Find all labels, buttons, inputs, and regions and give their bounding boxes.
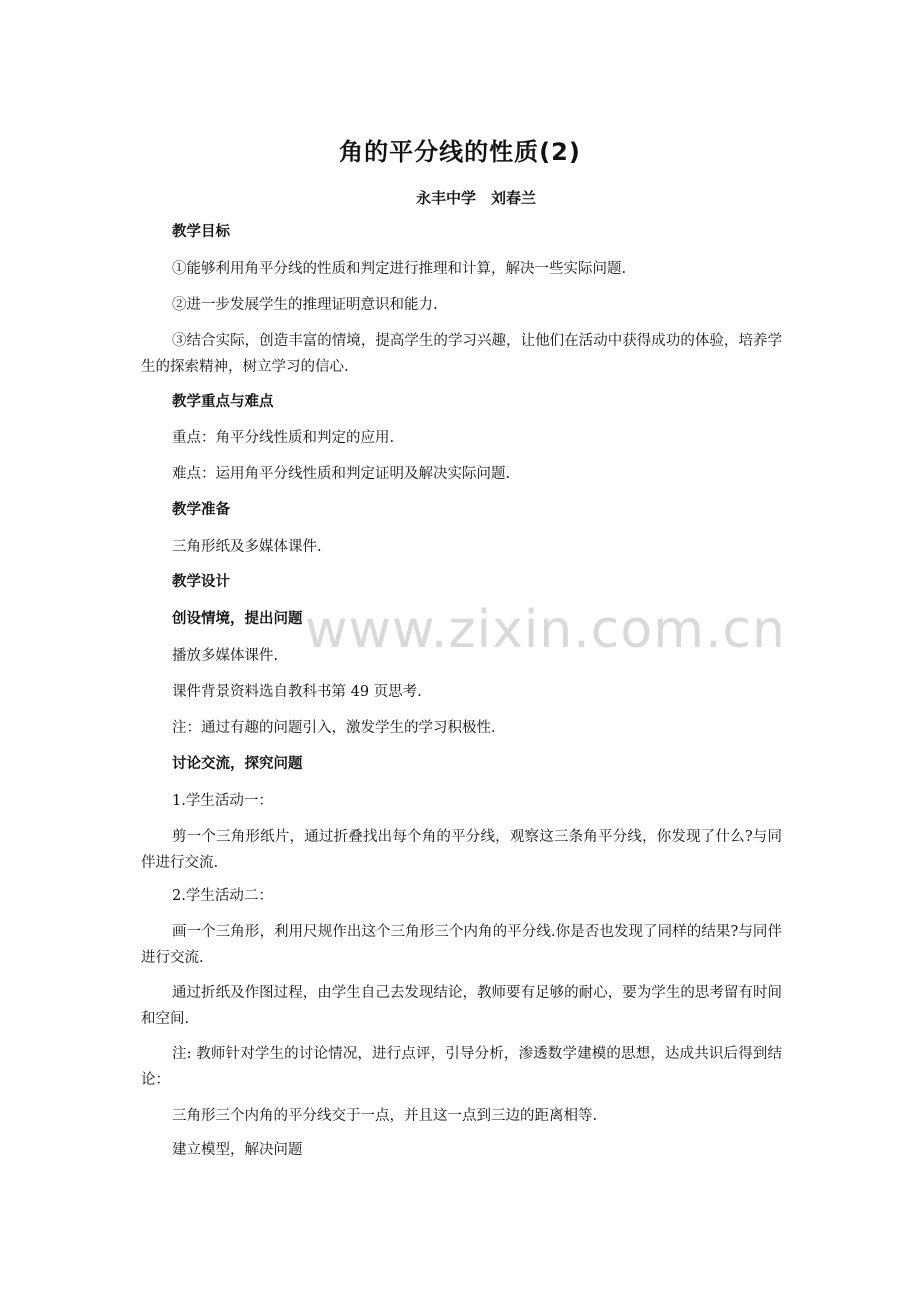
key-point: 重点：角平分线性质和判定的应用. [172, 430, 395, 446]
difficulty: 难点：运用角平分线性质和判定证明及解决实际问题. [172, 466, 511, 482]
teacher-note: 注: 教师针对学生的讨论情况，进行点评，引导分析，渗透数学建模的思想，达成共识后得到结论： [141, 1046, 782, 1088]
activity-1-text: 剪一个三角形纸片，通过折叠找出每个角的平分线，观察这三条角平分线，你发现了什么?与同伴进行交流. [141, 829, 782, 871]
process-text: 通过折纸及作图过程，由学生自己去发现结论，教师要有足够的耐心，要为学生的思考留有时间和空间. [141, 985, 782, 1027]
scenario-line-2: 课件背景资料选自教科书第 49 页思考. [172, 684, 422, 700]
prep-heading: 教学准备 [172, 502, 230, 518]
key-heading: 教学重点与难点 [172, 394, 274, 410]
document-title: 角的平分线的性质(2) [339, 138, 581, 166]
document-author: 永丰中学 刘春兰 [415, 189, 536, 207]
activity-2-label: 2.学生活动二： [172, 888, 273, 904]
goals-heading: 教学目标 [172, 224, 230, 240]
goal-3: ③结合实际，创造丰富的情境，提高学生的学习兴趣，让他们在活动中获得成功的体验，培养学生的探索精神，树立学习的信心. [141, 333, 782, 375]
scenario-line-1: 播放多媒体课件. [172, 648, 279, 664]
conclusion: 三角形三个内角的平分线交于一点，并且这一点到三边的距离相等. [172, 1108, 598, 1124]
watermark: www.zixin.com.cn [305, 600, 786, 660]
goal-1: ①能够利用角平分线的性质和判定进行推理和计算，解决一些实际问题. [172, 261, 627, 277]
scenario-note: 注：通过有趣的问题引入，激发学生的学习积极性. [172, 720, 496, 736]
design-heading: 教学设计 [172, 574, 230, 590]
model-heading: 建立模型，解决问题 [172, 1142, 303, 1158]
prep-text: 三角形纸及多媒体课件. [172, 539, 322, 555]
activity-1-label: 1.学生活动一： [172, 793, 273, 809]
activity-2-text: 画一个三角形，利用尺规作出这个三角形三个内角的平分线.你是否也发现了同样的结果?与同伴进行交流. [141, 924, 782, 966]
goal-2: ②进一步发展学生的推理证明意识和能力. [172, 297, 438, 313]
scenario-heading: 创设情境，提出问题 [172, 611, 303, 627]
discussion-heading: 讨论交流，探究问题 [172, 756, 303, 772]
